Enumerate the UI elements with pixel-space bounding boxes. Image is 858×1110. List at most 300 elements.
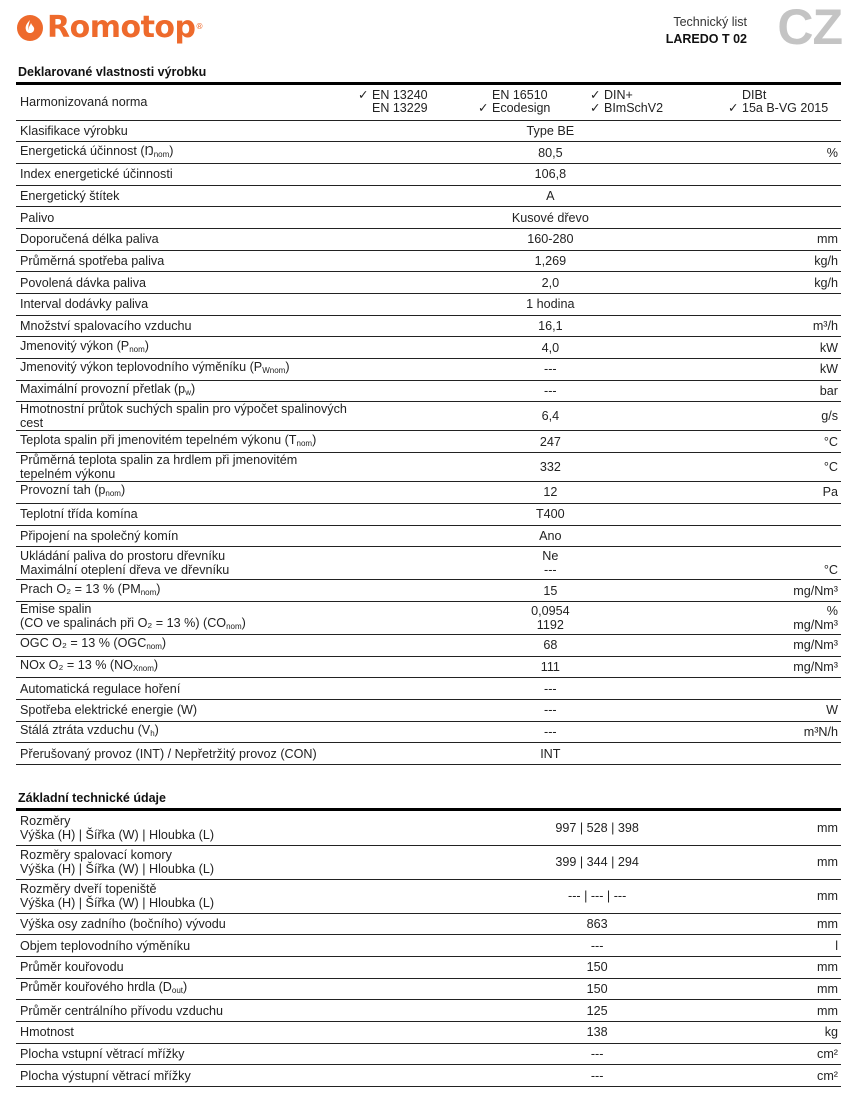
label-text: Prach O₂ = 13 % (PM xyxy=(20,581,141,596)
row-unit xyxy=(746,431,841,453)
unit-text: cm² xyxy=(817,1068,838,1083)
norm-item xyxy=(478,102,590,115)
table-row xyxy=(16,845,841,879)
value-text: 247 xyxy=(539,434,561,449)
row-value xyxy=(354,380,746,402)
row-unit xyxy=(746,163,841,185)
row-label xyxy=(16,228,354,250)
label-text: Plocha výstupní větrací mřížky xyxy=(20,1068,191,1083)
label-subscript: h xyxy=(150,728,155,738)
value-text: Kusové dřevo xyxy=(511,210,589,225)
row-unit xyxy=(746,272,841,294)
label-text: Rozměry xyxy=(20,813,71,828)
label-text: Množství spalovacího vzduchu xyxy=(20,319,192,334)
value-text: 68 xyxy=(543,638,558,653)
value-text: Ne xyxy=(542,549,559,564)
row-value xyxy=(354,163,746,185)
norm-name: EN 13229 xyxy=(372,101,428,116)
row-value xyxy=(354,453,746,482)
label-text: Index energetické účinnosti xyxy=(20,167,173,182)
label-text: Hmotnost xyxy=(20,1025,74,1040)
label-subscript: Wnom xyxy=(262,366,286,376)
norm-name: BImSchV2 xyxy=(604,101,664,116)
row-label xyxy=(16,913,433,935)
unit-text: l xyxy=(835,938,838,953)
value-text: 15 xyxy=(543,583,558,598)
value-text: 6,4 xyxy=(541,409,560,424)
table-row xyxy=(16,879,841,913)
row-value xyxy=(433,879,761,913)
label-text: Průměr centrálního přívodu vzduchu xyxy=(20,1003,224,1018)
norms-grid xyxy=(358,89,838,115)
unit-text: m³N/h xyxy=(803,724,838,739)
row-label xyxy=(16,250,354,272)
section-title-basic: Základní technické údaje xyxy=(18,791,166,805)
label-subscript: nom xyxy=(105,489,121,499)
checkmark-icon: ✓ xyxy=(478,101,489,116)
row-value xyxy=(354,294,746,316)
row-unit xyxy=(746,402,841,431)
row-label xyxy=(16,120,354,142)
row-unit xyxy=(761,956,841,978)
row-value xyxy=(433,978,761,1000)
label-tail: ) xyxy=(161,636,167,651)
table-row xyxy=(16,185,841,207)
row-unit xyxy=(746,482,841,504)
row-label xyxy=(16,678,354,700)
declared-properties-table xyxy=(16,85,841,765)
unit-text: W xyxy=(826,703,838,718)
unit-text: kg/h xyxy=(814,253,838,268)
value-text: 111 xyxy=(540,659,560,674)
row-unit xyxy=(746,547,841,580)
table-row xyxy=(16,402,841,431)
value-text: --- xyxy=(544,703,557,718)
table-row xyxy=(16,1000,841,1022)
value-text: 332 xyxy=(539,460,561,475)
row-unit xyxy=(746,580,841,602)
row-value xyxy=(354,142,746,164)
label-text: NOx O₂ = 13 % (NO xyxy=(20,657,134,672)
value-text: --- xyxy=(544,681,557,696)
row-label xyxy=(16,207,354,229)
page-header xyxy=(0,0,858,60)
label-tail: ) xyxy=(153,657,159,672)
row-unit xyxy=(761,879,841,913)
label-text: Energetický štítek xyxy=(20,188,120,203)
row-value xyxy=(354,503,746,525)
unit-text: mm xyxy=(817,889,838,903)
value-text: --- xyxy=(544,384,557,399)
value-text: 1192 xyxy=(536,617,564,632)
unit-text: m³/h xyxy=(812,319,838,334)
label-subscript: nom xyxy=(140,587,157,597)
row-value xyxy=(354,207,746,229)
label-text: Plocha vstupní větrací mřížky xyxy=(20,1046,185,1061)
value-text: Type BE xyxy=(526,123,575,138)
brand-name: Romotop xyxy=(47,10,196,45)
table-row xyxy=(16,228,841,250)
brand-logo xyxy=(17,10,204,45)
table-row xyxy=(16,601,841,634)
table-row xyxy=(16,1021,841,1043)
label-tail: ) xyxy=(183,979,188,994)
label-text: Výška osy zadního (bočního) vývodu xyxy=(20,916,226,931)
table-row xyxy=(16,482,841,504)
value-text: INT xyxy=(540,746,561,761)
label-text: Provozní tah (p xyxy=(20,483,106,498)
unit-text: mm xyxy=(817,820,838,835)
value-text: 150 xyxy=(586,960,608,975)
row-unit xyxy=(761,1065,841,1087)
row-value xyxy=(354,250,746,272)
row-value xyxy=(433,1043,761,1065)
checkmark-icon: ✓ xyxy=(728,101,739,116)
row-label xyxy=(16,315,354,337)
unit-text: mm xyxy=(817,981,838,996)
label-tail: ) xyxy=(120,483,126,498)
row-unit xyxy=(761,913,841,935)
unit-text: °C xyxy=(823,460,838,475)
row-label xyxy=(16,431,354,453)
row-value xyxy=(433,1065,761,1087)
value-text: 2,0 xyxy=(541,275,560,290)
empty-check-slot xyxy=(358,102,372,115)
unit-text: kW xyxy=(819,362,838,377)
row-label xyxy=(16,978,433,1000)
row-label xyxy=(16,402,354,431)
row-unit xyxy=(746,743,841,765)
row-value xyxy=(354,601,746,634)
label-subscript: out xyxy=(171,985,184,995)
row-unit xyxy=(746,380,841,402)
table-row xyxy=(16,503,841,525)
row-value xyxy=(354,228,746,250)
norm-name: 15a B-VG 2015 xyxy=(742,101,829,116)
language-code: CZ xyxy=(777,0,842,55)
row-unit xyxy=(746,315,841,337)
label-text: Průměrná spotřeba paliva xyxy=(20,253,165,268)
label-tail: ) xyxy=(169,143,174,158)
row-unit xyxy=(746,678,841,700)
row-value xyxy=(433,935,761,957)
row-label xyxy=(16,547,354,580)
value-text: 0,0954 xyxy=(531,603,570,618)
table-row xyxy=(16,656,841,678)
label-text: Interval dodávky paliva xyxy=(20,297,149,312)
norm-name: EN 13240 xyxy=(372,88,428,103)
table-row xyxy=(16,634,841,656)
row-label xyxy=(16,699,354,721)
unit-text: % xyxy=(826,145,838,160)
document-label xyxy=(666,14,747,48)
label-text: Průměr kouřovodu xyxy=(20,960,124,975)
table-row xyxy=(16,956,841,978)
norm-name: EN 16510 xyxy=(492,88,548,103)
table-row xyxy=(16,811,841,845)
basic-data-table xyxy=(16,811,841,1087)
row-unit xyxy=(746,120,841,142)
value-text: 106,8 xyxy=(534,167,567,182)
label-text: Průměrná teplota spalin za hrdlem při jmenovitém tepelném výkonu xyxy=(20,453,298,482)
label-text: Ukládání paliva do prostoru dřevníku xyxy=(20,549,226,564)
row-value xyxy=(354,678,746,700)
value-text: 997 | 528 | 398 xyxy=(555,820,639,835)
label-text: Výška (H) | Šířka (W) | Hloubka (L) xyxy=(20,896,215,910)
unit-text: % xyxy=(826,603,838,618)
row-label xyxy=(16,142,354,164)
document-type: Technický list xyxy=(673,15,747,29)
row-unit xyxy=(746,294,841,316)
checkmark-icon: ✓ xyxy=(590,88,601,103)
row-value xyxy=(354,656,746,678)
row-unit xyxy=(761,1021,841,1043)
row-unit xyxy=(746,721,841,743)
row-value xyxy=(433,913,761,935)
table-row xyxy=(16,207,841,229)
flame-icon xyxy=(17,15,43,41)
label-text: Přerušovaný provoz (INT) / Nepřetržitý provoz (CON) xyxy=(20,746,317,761)
unit-text: bar xyxy=(819,384,838,399)
row-unit xyxy=(746,525,841,547)
label-text: Maximální oteplení dřeva ve dřevníku xyxy=(20,563,230,578)
row-value xyxy=(354,315,746,337)
table-row xyxy=(16,1065,841,1087)
label-text: Objem teplovodního výměníku xyxy=(20,938,191,953)
label-text: Teplota spalin při jmenovitém tepelném výkonu (T xyxy=(20,432,297,447)
row-label xyxy=(16,1000,433,1022)
table-row xyxy=(16,250,841,272)
label-text: Klasifikace výrobku xyxy=(20,123,128,138)
row-value xyxy=(433,956,761,978)
row-unit xyxy=(761,1000,841,1022)
label-text: OGC O₂ = 13 % (OGC xyxy=(20,636,147,651)
table-row xyxy=(16,913,841,935)
norm-item xyxy=(590,102,728,115)
value-text: A xyxy=(546,188,555,203)
row-value xyxy=(433,1000,761,1022)
row-unit xyxy=(746,601,841,634)
row-unit xyxy=(761,978,841,1000)
row-unit xyxy=(761,811,841,845)
row-unit xyxy=(746,453,841,482)
norms-cell xyxy=(354,85,841,120)
row-value xyxy=(354,402,746,431)
row-value xyxy=(354,743,746,765)
table-row xyxy=(16,315,841,337)
row-unit xyxy=(761,935,841,957)
table-row xyxy=(16,1043,841,1065)
row-value xyxy=(354,431,746,453)
table-row xyxy=(16,699,841,721)
row-label xyxy=(16,294,354,316)
label-text: Výška (H) | Šířka (W) | Hloubka (L) xyxy=(20,862,215,876)
value-text: --- | --- | --- xyxy=(568,889,627,903)
row-unit xyxy=(746,185,841,207)
norm-name: DIBt xyxy=(742,88,767,103)
table-row xyxy=(16,525,841,547)
row-unit xyxy=(746,699,841,721)
label-text: Teplotní třída komína xyxy=(20,507,138,522)
row-label xyxy=(16,453,354,482)
table-row xyxy=(16,580,841,602)
value-text: 150 xyxy=(586,981,608,996)
label-tail: ) xyxy=(190,382,196,397)
value-text: Ano xyxy=(539,528,562,543)
row-unit xyxy=(746,503,841,525)
row-value xyxy=(354,272,746,294)
table-row xyxy=(16,431,841,453)
label-text: Připojení na společný komín xyxy=(20,528,179,543)
value-text: 863 xyxy=(586,916,608,931)
label-text: Povolená dávka paliva xyxy=(20,275,147,290)
row-label xyxy=(16,935,433,957)
row-value xyxy=(433,845,761,879)
row-value xyxy=(433,811,761,845)
row-value xyxy=(354,699,746,721)
unit-text: kg xyxy=(824,1025,838,1040)
unit-text: kW xyxy=(819,340,838,355)
value-text: 80,5 xyxy=(538,145,563,160)
row-label xyxy=(16,503,354,525)
unit-text: °C xyxy=(823,434,838,449)
label-tail: ) xyxy=(154,722,159,737)
unit-text: mm xyxy=(817,960,838,975)
row-label xyxy=(16,845,433,879)
row-label xyxy=(16,1021,433,1043)
row-value xyxy=(354,120,746,142)
value-text: 12 xyxy=(543,485,558,500)
row-value xyxy=(354,580,746,602)
norm-name: Ecodesign xyxy=(492,101,551,116)
row-label xyxy=(16,1065,433,1087)
row-value xyxy=(354,721,746,743)
label-subscript: nom xyxy=(226,621,242,631)
label-tail: ) xyxy=(241,615,246,630)
table-row xyxy=(16,978,841,1000)
label-tail: ) xyxy=(312,432,317,447)
label-subscript: nom xyxy=(146,642,162,652)
unit-text: mm xyxy=(817,232,838,247)
value-text: --- xyxy=(544,563,557,578)
value-text: --- xyxy=(590,1046,604,1061)
registered-mark: ® xyxy=(195,21,204,31)
value-text: --- xyxy=(544,362,557,377)
row-label xyxy=(16,272,354,294)
table-row xyxy=(16,359,841,381)
unit-text: kg/h xyxy=(814,275,838,290)
unit-text: cm² xyxy=(817,1046,838,1061)
value-text: 4,0 xyxy=(541,340,560,355)
row-label xyxy=(16,956,433,978)
label-text: Automatická regulace hoření xyxy=(20,681,181,696)
table-row xyxy=(16,547,841,580)
row-unit xyxy=(761,845,841,879)
value-text: --- xyxy=(590,1068,604,1083)
row-label xyxy=(16,601,354,634)
value-text: --- xyxy=(590,938,604,953)
label-text: Maximální provozní přetlak (p xyxy=(20,382,186,397)
unit-text: Pa xyxy=(822,485,838,500)
table-row xyxy=(16,163,841,185)
norm-item xyxy=(728,102,838,115)
row-value xyxy=(354,547,746,580)
row-value xyxy=(354,337,746,359)
table-row xyxy=(16,678,841,700)
section-title-declared: Deklarované vlastnosti výrobku xyxy=(18,65,207,79)
row-label xyxy=(16,337,354,359)
label-text: (CO ve spalinách při O₂ = 13 %) (CO xyxy=(20,615,227,630)
row-label xyxy=(16,743,354,765)
unit-text: g/s xyxy=(821,409,838,424)
row-unit xyxy=(746,337,841,359)
label-text: Rozměry spalovací komory xyxy=(20,848,172,862)
row-unit xyxy=(761,1043,841,1065)
label-tail: ) xyxy=(156,581,161,596)
row-unit xyxy=(746,250,841,272)
table-row xyxy=(16,337,841,359)
row-value xyxy=(354,185,746,207)
label-text: Hmotnostní průtok suchých spalin pro výpočet spalinových cest xyxy=(20,402,347,431)
table-row xyxy=(16,380,841,402)
unit-text: mm xyxy=(817,1003,838,1018)
label-tail: ) xyxy=(144,338,149,353)
row-unit xyxy=(746,228,841,250)
row-label xyxy=(16,634,354,656)
unit-text: mg/Nm³ xyxy=(793,617,838,632)
unit-text: mg/Nm³ xyxy=(793,583,838,598)
unit-text: mm xyxy=(817,855,838,869)
row-label: Harmonizovaná norma xyxy=(16,85,354,120)
row-value xyxy=(354,525,746,547)
row-label xyxy=(16,359,354,381)
value-text: 138 xyxy=(586,1025,608,1040)
table-row xyxy=(16,935,841,957)
label-text: Jmenovitý výkon (P xyxy=(20,338,130,353)
checkmark-icon: ✓ xyxy=(358,88,369,103)
value-text: 16,1 xyxy=(538,319,563,334)
row-value xyxy=(354,634,746,656)
row-value xyxy=(354,482,746,504)
row-value xyxy=(433,1021,761,1043)
row-value xyxy=(354,359,746,381)
label-subscript: nom xyxy=(153,149,170,159)
row-unit xyxy=(746,142,841,164)
label-tail: ) xyxy=(285,360,290,375)
unit-text: mm xyxy=(817,916,838,931)
label-text: Jmenovitý výkon teplovodního výměníku (P xyxy=(20,360,263,375)
table-row xyxy=(16,142,841,164)
row-label xyxy=(16,879,433,913)
norm-item xyxy=(358,102,478,115)
value-text: 1 hodina xyxy=(526,297,575,312)
label-subscript: w xyxy=(185,388,191,398)
value-text: --- xyxy=(544,724,557,739)
value-text: 1,269 xyxy=(534,253,567,268)
row-label xyxy=(16,482,354,504)
label-text: Spotřeba elektrické energie (W) xyxy=(20,703,198,718)
table-row xyxy=(16,743,841,765)
table-row xyxy=(16,120,841,142)
model-name: LAREDO T 02 xyxy=(665,32,747,46)
row-label xyxy=(16,721,354,743)
unit-text: mg/Nm³ xyxy=(793,659,838,674)
unit-text: mg/Nm³ xyxy=(793,638,838,653)
label-subscript: nom xyxy=(129,344,145,354)
row-label xyxy=(16,1043,433,1065)
label-subscript: nom xyxy=(296,438,313,448)
label-text: Emise spalin xyxy=(20,601,92,616)
